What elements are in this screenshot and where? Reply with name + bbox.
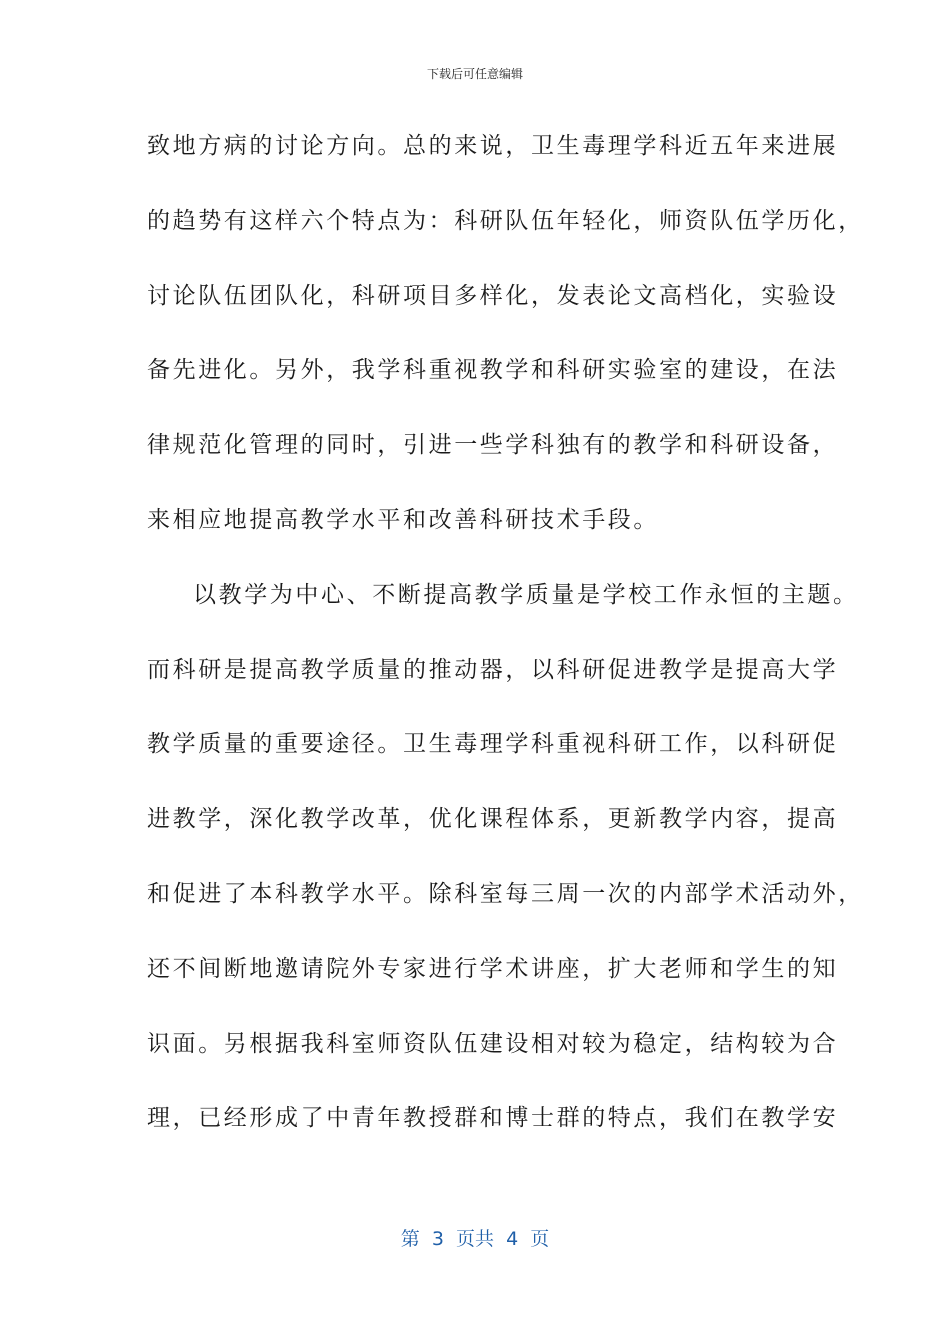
- text-line: 和促进了本科教学水平。除科室每三周一次的内部学术活动外，: [147, 881, 864, 907]
- text-line: 而科研是提高教学质量的推动器，以科研促进教学是提高大学: [147, 657, 839, 683]
- page-footer: 第 3 页共 4 页: [400, 1228, 550, 1250]
- text-line: 教学质量的重要途径。卫生毒理学科重视科研工作，以科研促: [147, 731, 839, 757]
- text-line: 进教学，深化教学改革，优化课程体系，更新教学内容，提高: [147, 806, 839, 832]
- text-line: 讨论队伍团队化，科研项目多样化，发表论文高档化，实验设: [147, 283, 839, 309]
- text-line: 识面。另根据我科室师资队伍建设相对较为稳定，结构较为合: [147, 1031, 839, 1057]
- text-line: 致地方病的讨论方向。总的来说，卫生毒理学科近五年来进展: [147, 133, 839, 159]
- page-header: 下载后可任意编辑: [426, 67, 523, 81]
- text-line: 律规范化管理的同时，引进一些学科独有的教学和科研设备，: [147, 432, 839, 458]
- text-line: 的趋势有这样六个特点为：科研队伍年轻化，师资队伍学历化，: [147, 208, 864, 234]
- text-line: 备先进化。另外，我学科重视教学和科研实验室的建设，在法: [147, 357, 839, 383]
- text-line: 还不间断地邀请院外专家进行学术讲座，扩大老师和学生的知: [147, 956, 839, 982]
- text-line: 以教学为中心、不断提高教学质量是学校工作永恒的主题。: [193, 582, 859, 608]
- text-line: 来相应地提高教学水平和改善科研技术手段。: [147, 507, 659, 533]
- text-line: 理，已经形成了中青年教授群和博士群的特点，我们在教学安: [147, 1105, 839, 1131]
